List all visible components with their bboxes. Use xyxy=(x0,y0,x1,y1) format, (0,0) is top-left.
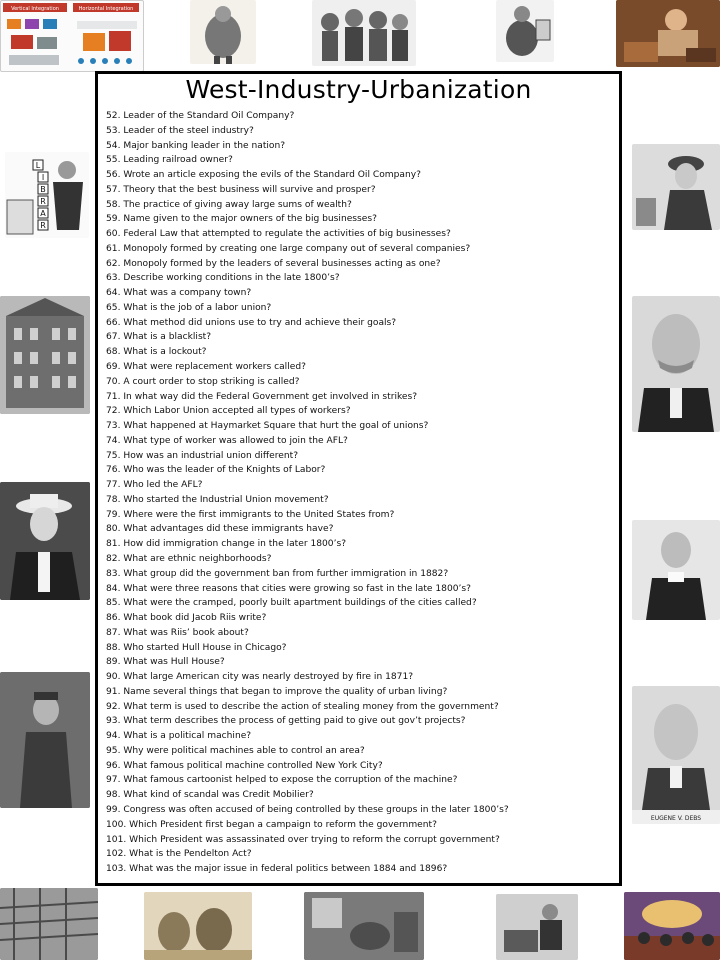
question-item: 55. Leading railroad owner? xyxy=(106,155,233,166)
question-item: 94. What is a political machine? xyxy=(106,731,252,742)
question-item: 65. What is the job of a labor union? xyxy=(106,302,272,313)
question-item: 56. Wrote an article exposing the evils of the Standard Oil Company? xyxy=(106,170,421,181)
question-item: 103. What was the major issue in federal politics between 1884 and 1896? xyxy=(106,864,448,875)
question-item: 71. In what way did the Federal Government get involved in strikes? xyxy=(106,391,418,402)
question-item: 54. Major banking leader in the nation? xyxy=(106,140,286,151)
worksheet-panel xyxy=(95,71,622,886)
woman-portrait-image xyxy=(632,144,720,230)
factory-floor-photo-image xyxy=(0,888,98,960)
question-item: 59. Name given to the major owners of the big businesses? xyxy=(106,214,377,225)
question-item: 68. What is a lockout? xyxy=(106,347,207,358)
question-item: 69. What were replacement workers called? xyxy=(106,362,306,373)
debs-portrait-image xyxy=(632,686,720,824)
question-item: 66. What method did unions use to try and achieve their goals? xyxy=(106,317,397,328)
sign-letter: B xyxy=(40,185,46,194)
sign-letter: R xyxy=(40,197,46,206)
ring-cartoon-image xyxy=(312,0,416,66)
gentleman-portrait-image xyxy=(632,296,720,432)
question-item: 57. Theory that the best business will survive and prosper? xyxy=(106,184,376,195)
political-cartoon-image xyxy=(190,0,256,64)
man-in-hat-portrait-image xyxy=(0,482,90,600)
question-item: 102. What is the Pendelton Act? xyxy=(106,849,252,860)
question-item: 73. What happened at Haymarket Square that hurt the goal of unions? xyxy=(106,421,429,432)
mansion-photo-image xyxy=(0,296,90,414)
question-item: 101. Which President was assassinated over trying to reform the corrupt government? xyxy=(106,834,500,845)
vertical-integration-heading: Vertical Integration xyxy=(11,6,59,12)
question-item: 91. Name several things that began to improve the quality of urban living? xyxy=(106,686,448,697)
question-list xyxy=(98,109,619,877)
question-item: 87. What was Riis’ book about? xyxy=(106,627,249,638)
question-item: 84. What were three reasons that cities were growing so fast in the late 1800’s? xyxy=(106,583,471,594)
congress-cartoon-image xyxy=(144,892,252,960)
question-item: 78. Who started the Industrial Union movement? xyxy=(106,494,329,505)
worksheet-title: West-Industry-Urbanization xyxy=(185,75,532,104)
question-item: 85. What were the cramped, poorly built apartment buildings of the cities called? xyxy=(106,598,477,609)
question-item: 52. Leader of the Standard Oil Company? xyxy=(106,111,295,121)
question-item: 80. What advantages did these immigrants have? xyxy=(106,524,334,535)
question-item: 67. What is a blacklist? xyxy=(106,332,212,343)
horizontal-integration-heading: Horizontal Integration xyxy=(78,6,134,12)
question-item: 60. Federal Law that attempted to regulate the activities of big businesses? xyxy=(106,229,451,240)
question-item: 83. What group did the government ban from further immigration in 1882? xyxy=(106,568,449,579)
question-item: 70. A court order to stop striking is called? xyxy=(106,376,300,387)
question-item: 79. Where were the first immigrants to the United States from? xyxy=(106,509,395,520)
integration-diagram-image xyxy=(0,0,144,72)
question-item: 97. What famous cartoonist helped to expose the corruption of the machine? xyxy=(106,775,458,786)
question-item: 96. What famous political machine controlled New York City? xyxy=(106,760,383,771)
sign-letter: R xyxy=(40,221,46,230)
question-item: 64. What was a company town? xyxy=(106,288,252,299)
question-item: 93. What term describes the process of getting paid to give out gov’t projects? xyxy=(106,716,466,727)
question-item: 99. Congress was often accused of being controlled by these groups in the later 1800’s? xyxy=(106,804,509,815)
question-item: 72. Which Labor Union accepted all types of workers? xyxy=(106,406,351,417)
question-item: 53. Leader of the steel industry? xyxy=(106,125,254,136)
library-cartoon-image xyxy=(5,152,89,238)
sign-letter: L xyxy=(35,161,41,170)
question-item: 98. What kind of scandal was Credit Mobilier? xyxy=(106,790,314,801)
question-item: 86. What book did Jacob Riis write? xyxy=(106,613,267,624)
question-item: 77. Who led the AFL? xyxy=(106,480,203,491)
question-item: 81. How did immigration change in the later 1800’s? xyxy=(106,539,347,550)
question-item: 58. The practice of giving away large sums of wealth? xyxy=(106,199,352,210)
tenement-interior-photo-image xyxy=(304,892,424,960)
portrait-caption: EUGENE V. DEBS xyxy=(650,815,702,822)
question-item: 62. Monopoly formed by the leaders of several businesses acting as one? xyxy=(106,258,441,269)
sign-letter: A xyxy=(40,209,46,218)
question-item: 90. What large American city was nearly destroyed by fire in 1871? xyxy=(106,672,414,683)
tweed-cartoon-image xyxy=(496,0,554,62)
question-item: 100. Which President first began a campaign to reform the government? xyxy=(106,819,437,830)
sign-letter: I xyxy=(41,173,45,182)
question-item: 82. What are ethnic neighborhoods? xyxy=(106,553,272,564)
child-worker-photo-image xyxy=(0,672,90,808)
question-item: 92. What term is used to describe the action of stealing money from the government? xyxy=(106,701,499,712)
question-item: 61. Monopoly formed by creating one large company out of several companies? xyxy=(106,243,471,254)
question-item: 89. What was Hull House? xyxy=(106,657,225,668)
inventor-at-desk-photo-image xyxy=(496,894,578,960)
question-item: 95. Why were political machines able to control an area? xyxy=(106,745,365,756)
question-item: 76. Who was the leader of the Knights of Labor? xyxy=(106,465,326,476)
nineteenth-century-man-portrait-image xyxy=(632,520,720,620)
question-item: 74. What type of worker was allowed to join the AFL? xyxy=(106,435,348,446)
riot-painting-image xyxy=(624,892,720,960)
question-item: 75. How was an industrial union different? xyxy=(106,450,299,461)
question-item: 63. Describe working conditions in the late 1800’s? xyxy=(106,273,340,284)
question-item: 88. Who started Hull House in Chicago? xyxy=(106,642,287,653)
workshop-painting-image xyxy=(616,0,720,67)
